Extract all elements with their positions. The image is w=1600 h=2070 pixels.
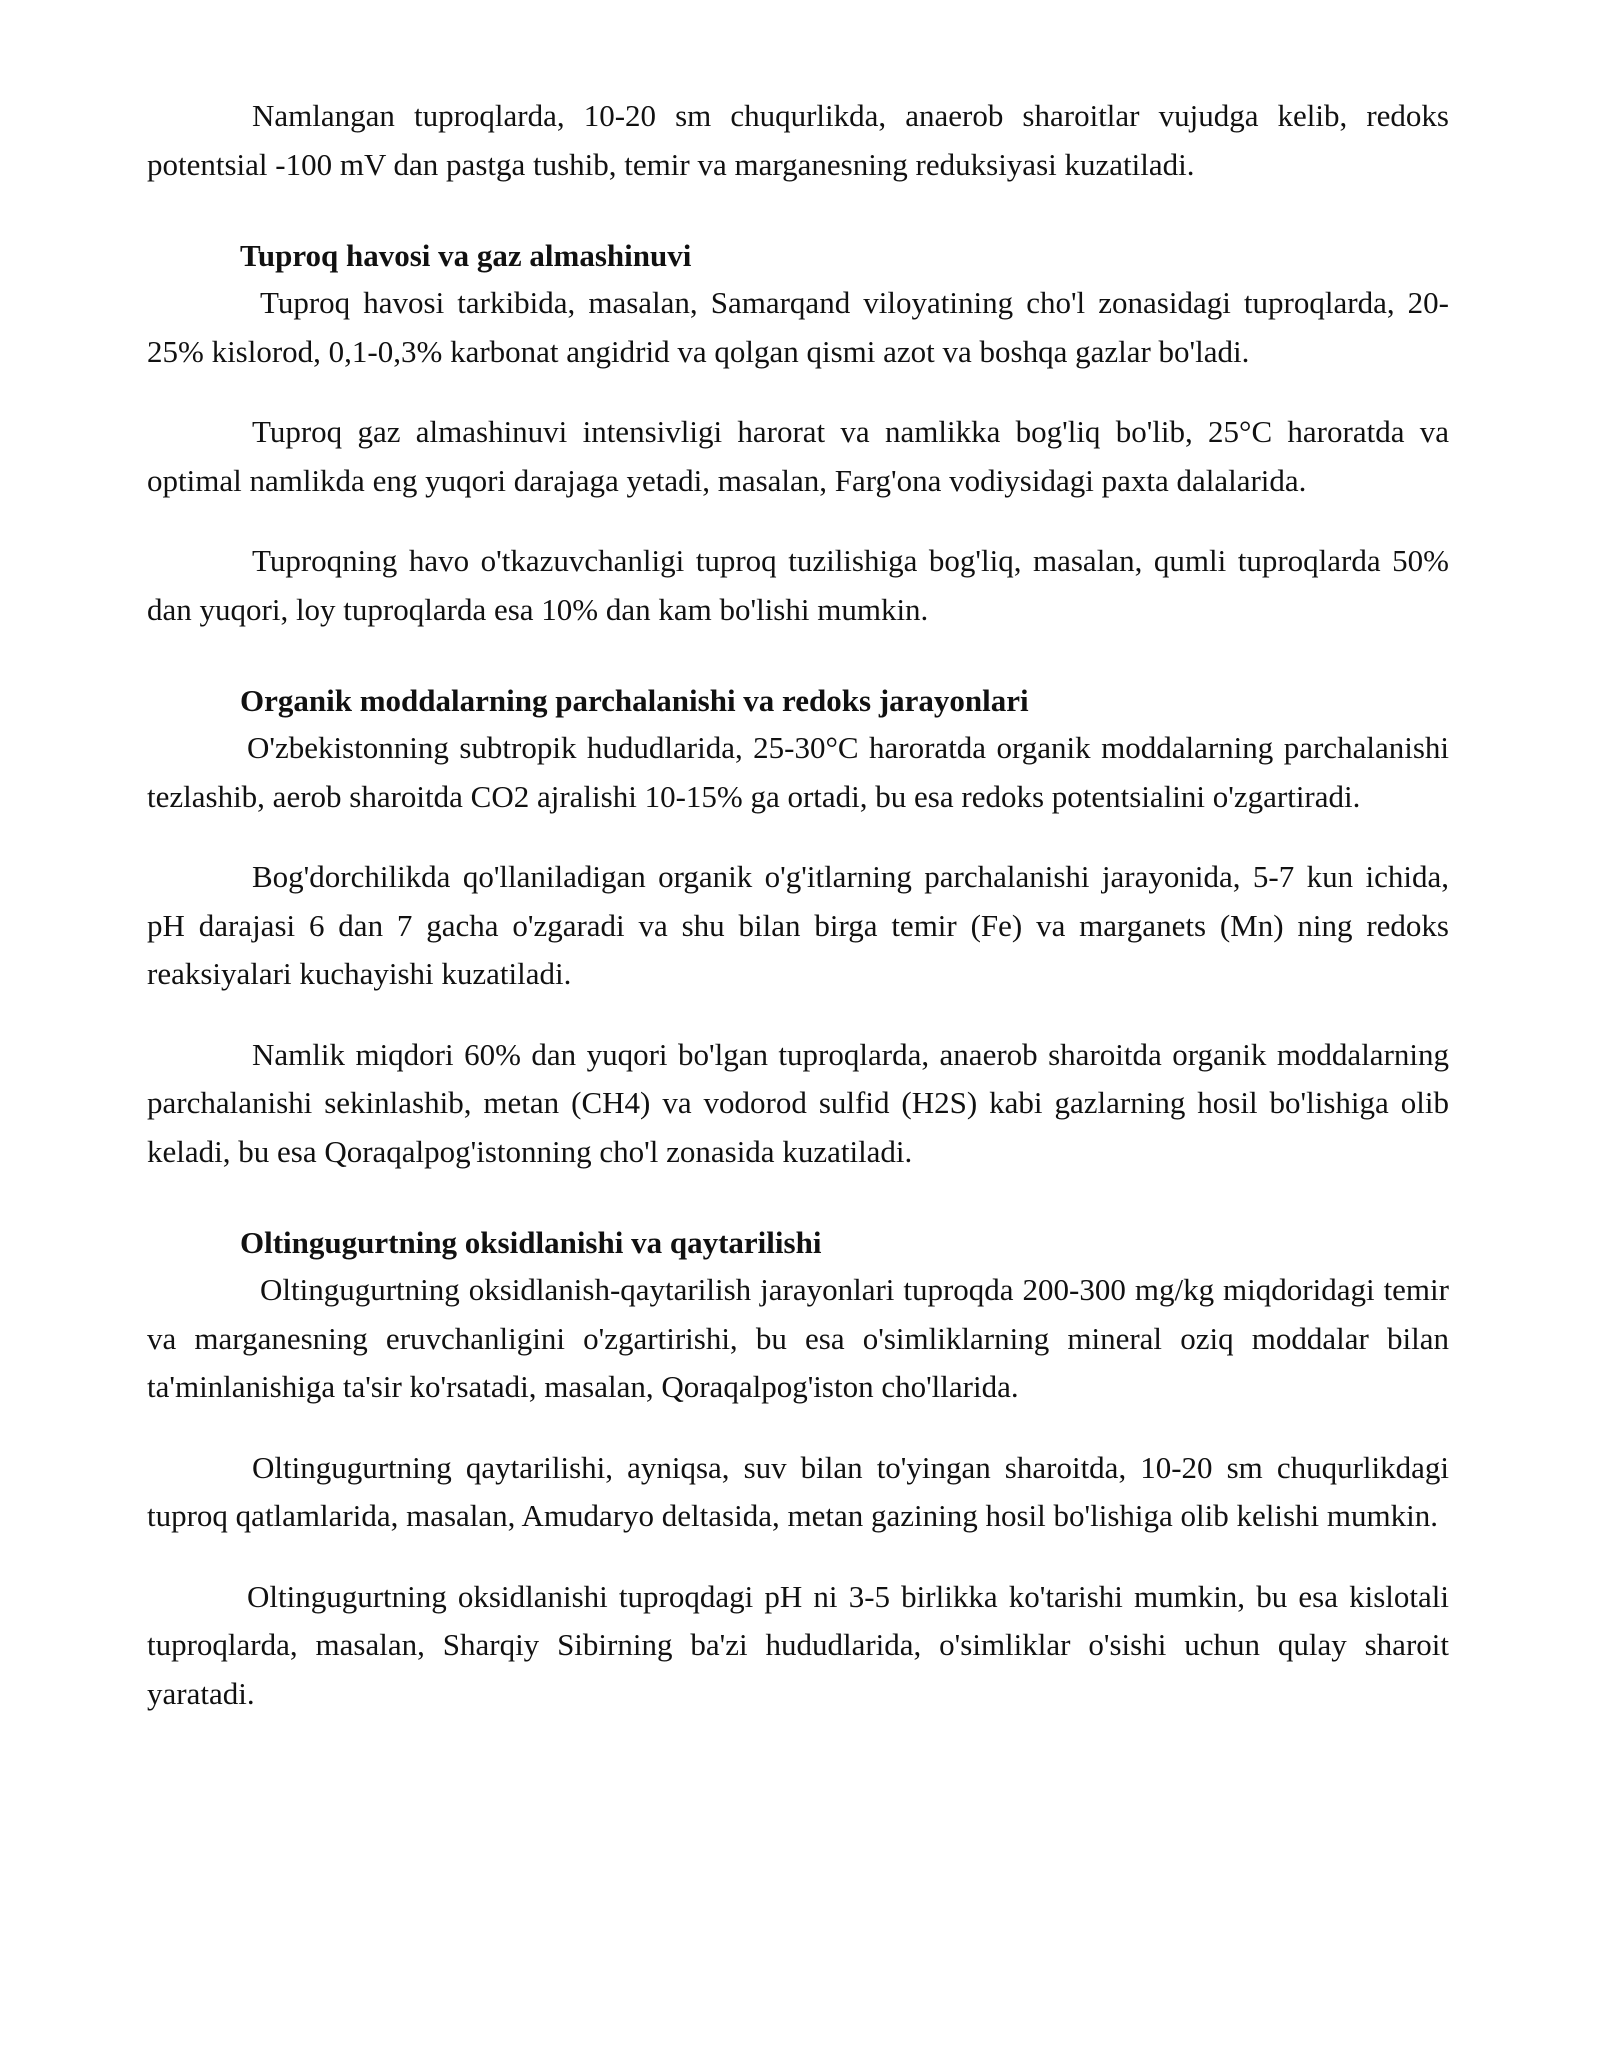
section-organic-decomposition	[147, 678, 1449, 1176]
section-heading: Oltingugurtning oksidlanishi va qaytarilishi	[240, 1225, 822, 1260]
section-paragraph: Namlik miqdori 60% dan yuqori bo'lgan tuproqlarda, anaerob sharoitda organik moddalarning parchalanishi sekinlashib, metan (CH4) va vodorod sulfid (H2S) kabi gazlarning hosil bo'lishiga olib keladi, bu esa Qoraqalpog'istonning cho'l zonasida kuzatiladi.	[147, 1036, 1449, 1169]
section-heading: Organik moddalarning parchalanishi va redoks jarayonlari	[240, 683, 1029, 718]
section-paragraph: Tuproq gaz almashinuvi intensivligi harorat va namlikka bog'liq bo'lib, 25°C haroratda va optimal namlikda eng yuqori darajaga yetadi, masalan, Farg'ona vodiysidagi paxta dalalarida.	[147, 414, 1449, 498]
section-paragraph: Oltingugurtning oksidlanishi tuproqdagi pH ni 3-5 birlikka ko'tarishi mumkin, bu esa kislotali tuproqlarda, masalan, Sharqiy Sibirning ba'zi hududlarida, o'simliklar o'sishi uchun qulay sharoit yaratadi.	[147, 1578, 1449, 1711]
section-paragraph: Tuproq havosi tarkibida, masalan, Samarqand viloyatining cho'l zonasidagi tuproqlarda, 20-25% kislorod, 0,1-0,3% karbonat angidrid va qolgan qismi azot va boshqa gazlar bo'ladi.	[147, 285, 1449, 369]
document-page	[147, 92, 1449, 1750]
section-heading: Tuproq havosi va gaz almashinuvi	[240, 238, 692, 273]
section-gas-exchange	[147, 233, 1449, 634]
section-paragraph: Oltingugurtning qaytarilishi, ayniqsa, suv bilan to'yingan sharoitda, 10-20 sm chuqurlikdagi tuproq qatlamlarida, masalan, Amudaryo deltasida, metan gazining hosil bo'lishiga olib kelishi mumkin.	[147, 1449, 1449, 1533]
intro-paragraph: Namlangan tuproqlarda, 10-20 sm chuqurlikda, anaerob sharoitlar vujudga kelib, redoks potentsial -100 mV dan pastga tushib, temir va marganesning reduksiyasi kuzatiladi.	[147, 98, 1449, 182]
section-paragraph: Tuproqning havo o'tkazuvchanligi tuproq tuzilishiga bog'liq, masalan, qumli tuproqlarda 50% dan yuqori, loy tuproqlarda esa 10% dan kam bo'lishi mumkin.	[147, 543, 1449, 627]
section-paragraph: Oltingugurtning oksidlanish-qaytarilish jarayonlari tuproqda 200-300 mg/kg miqdoridagi temir va marganesning eruvchanligini o'zgartirishi, bu esa o'simliklarning mineral oziq moddalar bilan ta'minlanishiga ta'sir ko'rsatadi, masalan, Qoraqalpog'iston cho'llarida.	[147, 1272, 1449, 1404]
section-paragraph: O'zbekistonning subtropik hududlarida, 25-30°C haroratda organik moddalarning parchalanishi tezlashib, aerob sharoitda CO2 ajralishi 10-15% ga ortadi, bu esa redoks potentsialini o'zgartiradi.	[147, 730, 1449, 814]
section-paragraph: Bog'dorchilikda qo'llaniladigan organik o'g'itlarning parchalanishi jarayonida, 5-7 kun ichida, pH darajasi 6 dan 7 gacha o'zgaradi va shu bilan birga temir (Fe) va marganets (Mn) ning redoks reaksiyalari kuchayishi kuzatiladi.	[147, 859, 1449, 991]
section-sulfur-redox	[147, 1220, 1449, 1718]
